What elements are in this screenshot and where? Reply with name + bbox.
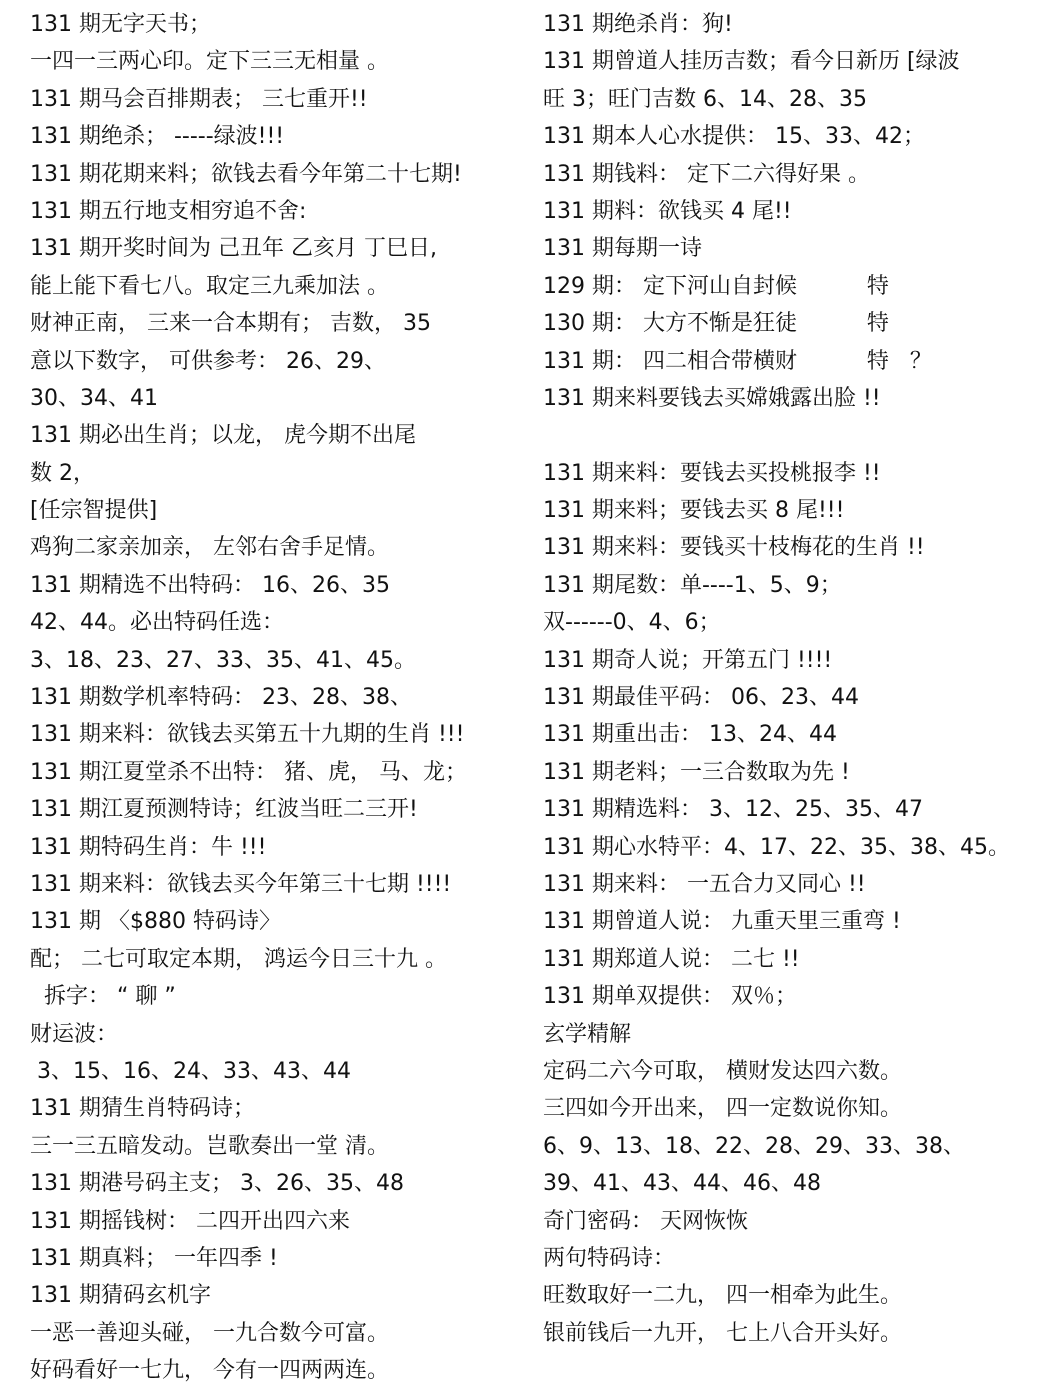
text-line: 131 期每期一诗 <box>543 236 702 262</box>
text-line: 129 期： 定下河山自封候 特 <box>543 273 889 299</box>
text-line: 数 2， <box>30 460 95 486</box>
text-line: 配； 二七可取定本期， 鸿运今日三十九 。 <box>30 946 447 972</box>
text-line: 131 期曾道人挂历吉数；看今日新历 [绿波 <box>543 49 960 75</box>
text-line: 131 期真料； 一年四季 ! <box>30 1245 278 1271</box>
text-line: 拆字： “ 聊 ” <box>30 984 176 1010</box>
text-line: 131 期最佳平码： 06、23、44 <box>543 685 859 711</box>
text-line: 131 期来料：要钱买十枝梅花的生肖 !! <box>543 535 925 561</box>
text-line: 131 期必出生肖；以龙， 虎今期不出尾 <box>30 423 416 449</box>
text-line: 131 期港号码主支； 3、26、35、48 <box>30 1171 404 1197</box>
text-line: 131 期绝杀； -----绿波!!! <box>30 124 285 150</box>
text-line: 131 期来料：欲钱去买第五十九期的生肖 !!! <box>30 722 465 748</box>
text-line: 131 期 〈$880 特码诗〉 <box>30 909 281 935</box>
text-line: 39、41、43、44、46、48 <box>543 1171 821 1197</box>
text-line: 131 期五行地支相穷追不舍: <box>30 198 307 224</box>
text-line: 131 期精选料： 3、12、25、35、47 <box>543 797 923 823</box>
text-line: 131 期江夏堂杀不出特： 猪、虎， 马、龙； <box>30 759 467 785</box>
text-line: 131 期猜生肖特码诗； <box>30 1096 255 1122</box>
text-line: 131 期： 四二相合带横财 特 ？ <box>543 348 932 374</box>
text-line: 定码二六今可取， 横财发达四六数。 <box>543 1058 902 1084</box>
text-line: 131 期特码生肖：牛 !!! <box>30 834 267 860</box>
text-line: 好码看好一七九， 今有一四两两连。 <box>30 1358 389 1384</box>
right-column <box>543 6 1033 1352</box>
text-line: 131 期老料；一三合数取为先 ! <box>543 759 850 785</box>
text-line: 131 期钱料： 定下二六得好果 。 <box>543 161 870 187</box>
text-line: 一四一三两心印。定下三三无相量 。 <box>30 49 389 75</box>
text-line: 131 期本人心水提供： 15、33、42； <box>543 124 925 150</box>
text-line: 131 期来料： 一五合力又同心 !! <box>543 871 866 897</box>
text-line <box>543 417 1033 454</box>
text-line: 三四如今开出来， 四一定数说你知。 <box>543 1096 902 1122</box>
text-line: 旺数取好一二九， 四一相牵为此生。 <box>543 1283 902 1309</box>
text-line: 131 期开奖时间为 己丑年 乙亥月 丁巳日, <box>30 236 437 262</box>
left-column <box>30 6 520 1389</box>
text-line: 131 期摇钱树： 二四开出四六来 <box>30 1208 350 1234</box>
text-line: 3、15、16、24、33、43、44 <box>30 1058 351 1084</box>
text-line: 6、9、13、18、22、28、29、33、38、 <box>543 1133 965 1159</box>
text-line: [任宗智提供] <box>30 498 158 524</box>
text-line: 131 期料：欲钱买 4 尾!! <box>543 198 792 224</box>
text-line: 131 期绝杀肖：狗! <box>543 12 733 37</box>
text-line: 131 期来料：要钱去买投桃报李 !! <box>543 460 881 486</box>
text-line: 财神正南， 三来一合本期有； 吉数， 35 <box>30 311 431 337</box>
text-line: 双------0、4、6； <box>543 610 721 636</box>
text-line: 意以下数字， 可供参考： 26、29、 <box>30 348 386 374</box>
text-line: 131 期曾道人说： 九重天里三重弯 ! <box>543 909 901 935</box>
text-line: 玄学精解 <box>543 1021 632 1047</box>
text-line: 一恶一善迎头碰， 一九合数今可富。 <box>30 1320 389 1346</box>
text-line: 131 期精选不出特码： 16、26、35 <box>30 572 390 598</box>
text-line: 131 期数学机率特码： 23、28、38、 <box>30 685 412 711</box>
text-line: 131 期奇人说；开第五门 !!!! <box>543 647 833 673</box>
text-line: 131 期马会百排期表； 三七重开!! <box>30 86 368 112</box>
text-line: 131 期无字天书； <box>30 12 211 37</box>
text-line: 131 期心水特平：4、17、22、35、38、45。 <box>543 834 1010 860</box>
text-line: 130 期： 大方不惭是狂徒 特 <box>543 311 889 337</box>
text-line: 131 期郑道人说： 二七 !! <box>543 946 800 972</box>
text-line: 131 期江夏预测特诗；红波当旺二三开! <box>30 797 418 823</box>
text-line: 三一三五暗发动。岂歌奏出一堂 清。 <box>30 1133 389 1159</box>
text-line: 奇门密码： 天网恢恢 <box>543 1208 748 1234</box>
text-line: 30、34、41 <box>30 385 158 411</box>
text-line: 131 期花期来料；欲钱去看今年第二十七期! <box>30 161 462 187</box>
text-line: 鸡狗二家亲加亲， 左邻右舍手足情。 <box>30 535 389 561</box>
text-line: 两句特码诗： <box>543 1245 676 1271</box>
text-line: 131 期尾数：单----1、5、9； <box>543 572 842 598</box>
text-line: 131 期来料：欲钱去买今年第三十七期 !!!! <box>30 871 452 897</box>
text-line: 旺 3；旺门吉数 6、14、28、35 <box>543 86 867 112</box>
text-line: 131 期来料；要钱去买 8 尾!!! <box>543 498 845 524</box>
text-line: 131 期来料要钱去买嫦娥露出脸 !! <box>543 385 881 411</box>
text-line: 能上能下看七八。取定三九乘加法 。 <box>30 273 389 299</box>
text-line: 131 期单双提供： 双％； <box>543 984 797 1010</box>
text-line: 42、44。必出特码任选： <box>30 610 284 636</box>
text-line: 财运波： <box>30 1021 119 1047</box>
text-line: 3、18、23、27、33、35、41、45。 <box>30 647 416 673</box>
text-line: 131 期猜码玄机字 <box>30 1283 211 1309</box>
text-line: 银前钱后一九开， 七上八合开头好。 <box>543 1320 902 1346</box>
text-line: 131 期重出击： 13、24、44 <box>543 722 837 748</box>
